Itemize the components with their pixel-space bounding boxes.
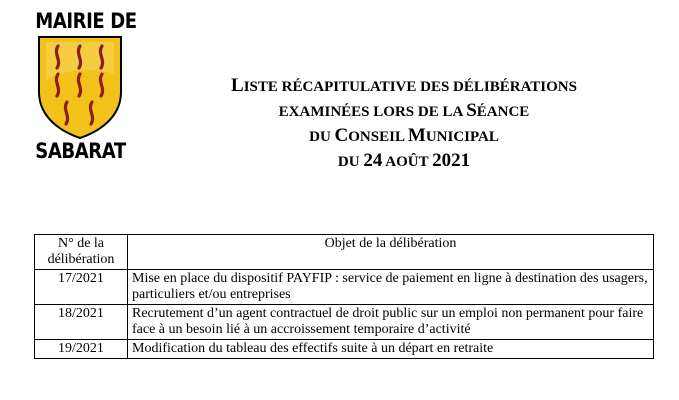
deliberation-object: Mise en place du dispositif PAYFIP : service de paiement en ligne à destination des usagers, particuliers et/ou entreprises xyxy=(128,270,654,305)
document-title xyxy=(160,74,648,174)
deliberation-number: 17/2021 xyxy=(35,270,128,305)
mairie-logo xyxy=(28,8,137,168)
title-line-1: LISTE RÉCAPITULATIVE DES DÉLIBÉRATIONS xyxy=(231,75,577,96)
coat-of-arms-icon xyxy=(36,34,124,140)
title-line-4: DU 24 AOÛT 2021 xyxy=(337,150,471,171)
logo-bottom-text: SABARAT xyxy=(35,139,126,163)
deliberation-object: Modification du tableau des effectifs suite à un départ en retraite xyxy=(128,340,654,359)
table-row xyxy=(35,305,654,340)
title-line-3: DU CONSEIL MUNICIPAL xyxy=(309,125,499,146)
logo-top-text: MAIRIE DE xyxy=(35,9,137,33)
deliberation-number: 19/2021 xyxy=(35,340,128,359)
deliberations-table xyxy=(34,234,654,359)
table-row xyxy=(35,270,654,305)
deliberation-number: 18/2021 xyxy=(35,305,128,340)
table-row xyxy=(35,340,654,359)
deliberation-object: Recrutement d’un agent contractuel de droit public sur un emploi non permanent pour faire face à un besoin lié à un accroissement temporaire d’activité xyxy=(128,305,654,340)
title-line-2: EXAMINÉES LORS DE LA SÉANCE xyxy=(278,100,530,121)
header-number: N° de la délibération xyxy=(35,235,128,270)
header-object: Objet de la délibération xyxy=(128,235,654,270)
table-header-row xyxy=(35,235,654,270)
